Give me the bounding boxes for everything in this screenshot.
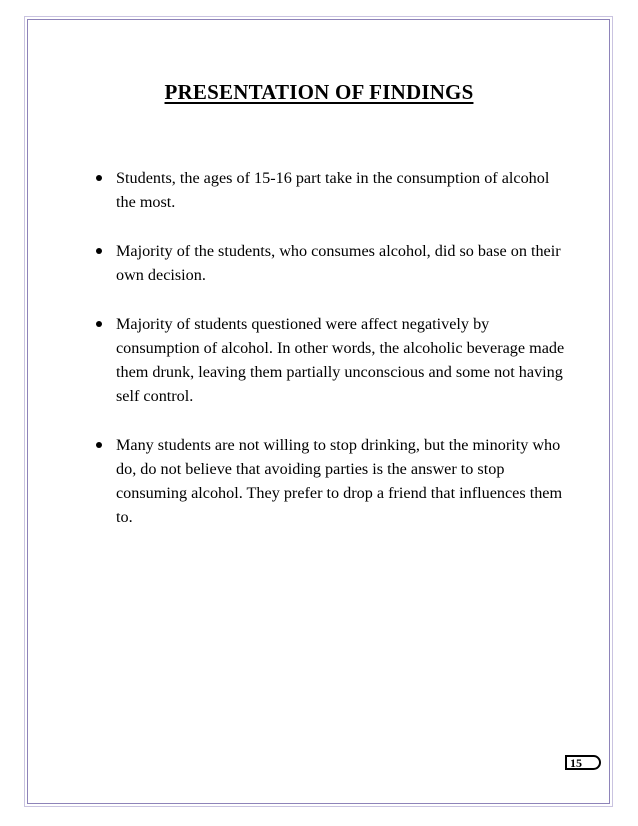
- page-title: PRESENTATION OF FINDINGS: [164, 80, 474, 104]
- page-number: 15: [565, 755, 601, 770]
- finding-text-4: Many students are not willing to stop drinking, but the minority who do, do not believe that avoiding parties is the answer to stop consuming alcohol. They prefer to drop a friend that influences them to.: [116, 436, 563, 526]
- finding-item-3: [96, 312, 566, 408]
- bullet-icon: [96, 248, 102, 254]
- finding-text-3: Majority of students questioned were affect negatively by consumption of alcohol. In other words, the alcoholic beverage made them drunk, leaving them partially unconscious and some not having self control.: [116, 315, 565, 405]
- finding-item-2: [96, 239, 566, 287]
- finding-text-1: Students, the ages of 15-16 part take in the consumption of alcohol the most.: [116, 169, 550, 211]
- bullet-icon: [96, 175, 102, 181]
- finding-text-2: Majority of the students, who consumes alcohol, did so base on their own decision.: [116, 242, 561, 284]
- finding-item-4: [96, 433, 566, 529]
- bullet-icon: [96, 442, 102, 448]
- finding-item-1: [96, 166, 566, 214]
- bullet-icon: [96, 321, 102, 327]
- findings-list: [96, 166, 566, 554]
